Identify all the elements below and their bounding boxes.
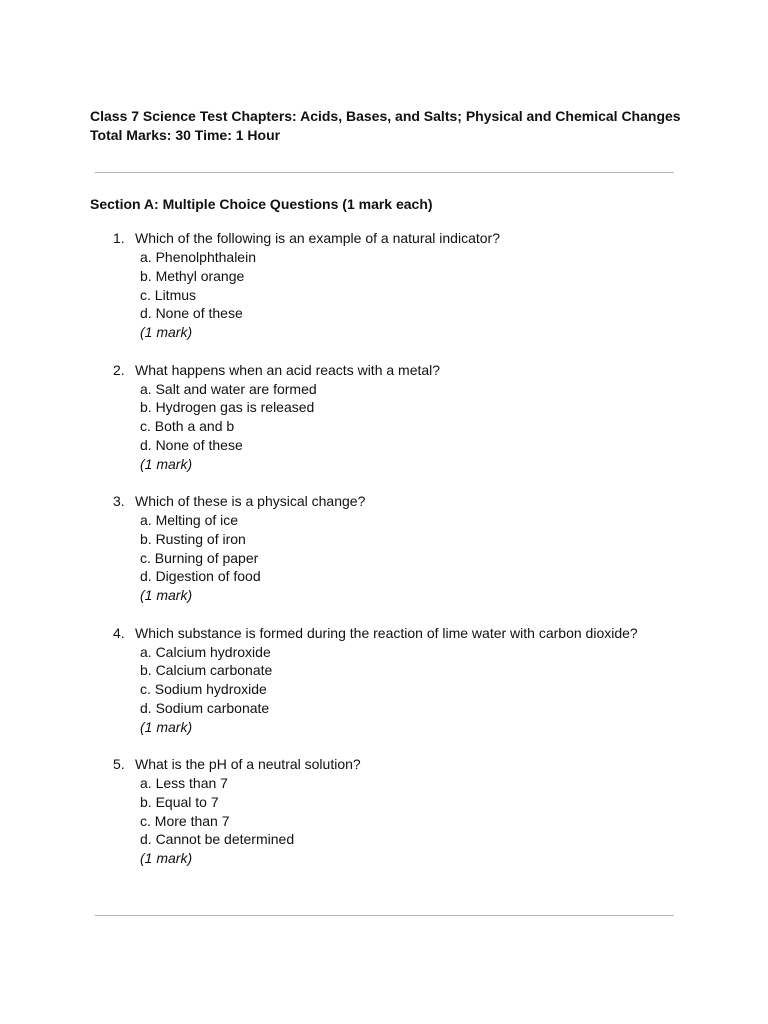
question-marks: (1 mark): [140, 324, 193, 340]
question-marks: (1 mark): [140, 718, 193, 735]
option-c: c. Both a and b: [140, 418, 235, 435]
option-list: [140, 511, 261, 586]
question-item: [0, 492, 768, 624]
question-list: [0, 229, 768, 887]
option-c: c. Sodium hydroxide: [140, 681, 267, 698]
question-number: 2.: [113, 361, 125, 378]
option-list: [140, 774, 294, 849]
question-marks: (1 mark): [140, 850, 193, 866]
option-b: b. Hydrogen gas is released: [140, 399, 315, 416]
option-a: a. Melting of ice: [140, 512, 239, 528]
question-marks: (1 mark): [140, 587, 193, 603]
question-item: [0, 229, 768, 361]
document-header: [90, 107, 681, 145]
question-marks: (1 mark): [140, 455, 193, 472]
option-b: b. Methyl orange: [140, 267, 245, 284]
question-text: Which of these is a physical change?: [135, 493, 366, 509]
option-c: c. Burning of paper: [140, 549, 259, 566]
option-d: d. Digestion of food: [140, 568, 261, 585]
question-item: [0, 624, 768, 756]
option-a: a. Salt and water are formed: [140, 380, 317, 397]
section-a-heading: Section A: Multiple Choice Questions (1 mark each): [90, 196, 433, 212]
option-d: d. None of these: [140, 305, 243, 322]
option-b: b. Rusting of iron: [140, 530, 246, 547]
option-c: c. Litmus: [140, 286, 197, 303]
question-number: 3.: [113, 493, 125, 509]
option-list: [140, 643, 272, 718]
option-a: a. Less than 7: [140, 775, 228, 791]
question-item: [0, 755, 768, 887]
marks-and-time: Total Marks: 30 Time: 1 Hour: [90, 127, 281, 143]
option-d: d. Sodium carbonate: [140, 699, 270, 716]
option-list: [140, 380, 317, 455]
option-d: d. Cannot be determined: [140, 831, 295, 848]
top-divider: [95, 172, 674, 173]
bottom-divider: [95, 915, 674, 916]
document-title: Class 7 Science Test Chapters: Acids, Bases, and Salts; Physical and Chemical Changes: [90, 108, 681, 124]
option-b: b. Equal to 7: [140, 793, 219, 810]
option-list: [140, 248, 256, 323]
option-a: a. Phenolphthalein: [140, 249, 256, 265]
question-text: Which of the following is an example of a natural indicator?: [135, 230, 500, 246]
option-a: a. Calcium hydroxide: [140, 643, 271, 660]
question-item: [0, 361, 768, 493]
question-text: Which substance is formed during the reaction of lime water with carbon dioxide?: [135, 624, 638, 641]
question-number: 5.: [113, 756, 125, 772]
option-b: b. Calcium carbonate: [140, 662, 273, 679]
question-text: What happens when an acid reacts with a metal?: [135, 361, 441, 378]
question-number: 4.: [113, 624, 125, 641]
question-text: What is the pH of a neutral solution?: [135, 756, 361, 772]
option-d: d. None of these: [140, 436, 243, 453]
question-number: 1.: [113, 230, 125, 246]
option-c: c. More than 7: [140, 812, 230, 829]
